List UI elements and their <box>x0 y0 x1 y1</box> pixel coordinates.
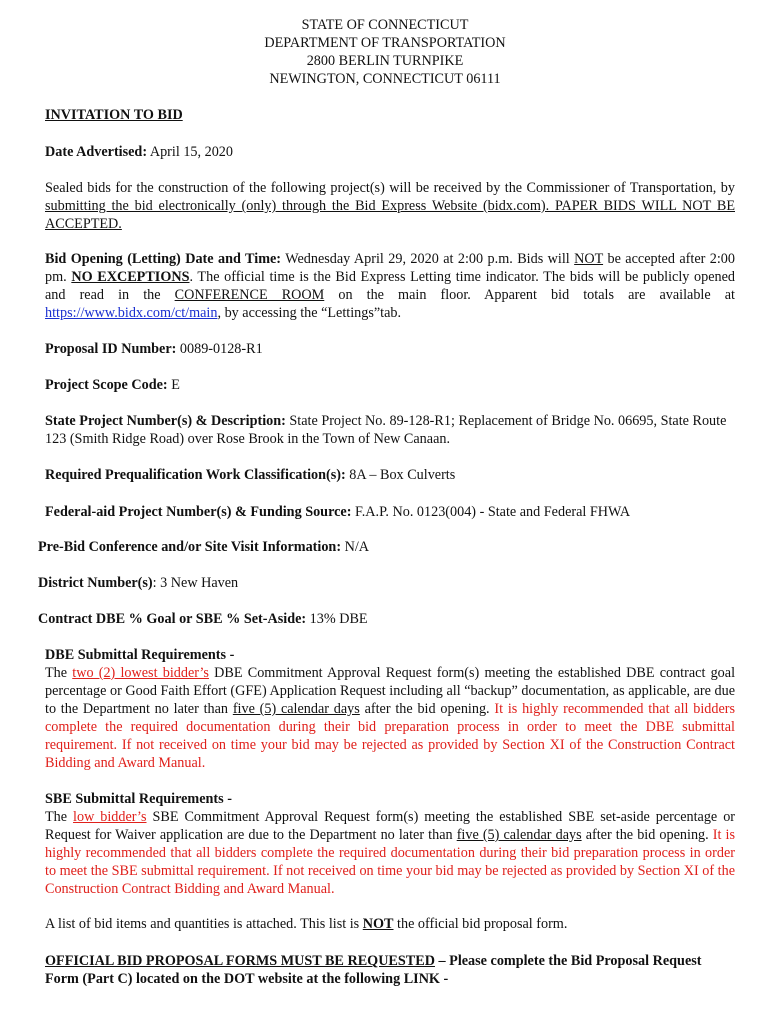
bid-items-text2: the official bid proposal form. <box>393 916 568 932</box>
dbe-recommendation: It is highly recommended that all bidders complete the required documentation during their bid preparation process in order to meet the DBE submittal requirement. If not received on time your bid may be rejected as provided by Section XI of the Construction Contract Bidding and Award Manual. <box>45 701 736 771</box>
prequal-value: 8A – Box Culverts <box>345 467 456 483</box>
sbe-bidder-link: low bidder’s <box>73 809 147 825</box>
bid-items-note <box>45 915 735 933</box>
official-forms-notice <box>45 952 735 988</box>
date-advertised-label: Date Advertised: <box>45 144 148 160</box>
header-department: DEPARTMENT OF TRANSPORTATION <box>264 35 506 51</box>
sbe-recommendation: It is highly recommended that all bidders complete the required documentation during their bid preparation process in order to meet the SBE submittal requirement. If not received on time your bid may be rejected as provided by Section XI of the Construction Contract Bidding and Award Manual. <box>45 827 735 897</box>
official-forms-text: – Please complete the Bid Proposal Request Form (Part C) located on the DOT website at the following LINK - <box>45 953 702 987</box>
proposal-id-value: 0089-0128-R1 <box>176 341 263 357</box>
sbe-text3: after the bid opening. <box>581 827 713 843</box>
bidx-link[interactable]: https://www.bidx.com/ct/main <box>45 305 218 321</box>
federal-aid-label: Federal-aid Project Number(s) & Funding Source: <box>45 504 352 520</box>
bid-opening-text3: . The official time is the Bid Express Letting time indicator. The bids will be publicly opened and read in the <box>45 269 735 303</box>
district-value: : 3 New Haven <box>152 575 239 591</box>
prebid-value: N/A <box>341 539 370 555</box>
title-text: INVITATION TO BID <box>45 107 183 123</box>
sealed-bids-paragraph <box>45 179 735 233</box>
state-project <box>45 412 735 448</box>
letterhead <box>0 16 770 88</box>
bid-items-text1: A list of bid items and quantities is attached. This list is <box>45 916 363 932</box>
district-label: District Number(s) <box>38 575 153 591</box>
pre-bid-conference <box>38 538 738 556</box>
bid-opening-text1: Wednesday April 29, 2020 at 2:00 p.m. Bids will <box>281 251 575 267</box>
sealed-bids-text: Sealed bids for the construction of the following project(s) will be received by the Commissioner of Transportation, by <box>45 180 735 196</box>
header-street: 2800 BERLIN TURNPIKE <box>306 53 464 69</box>
scope-code-label: Project Scope Code: <box>45 377 168 393</box>
bid-opening-not: NOT <box>574 251 604 267</box>
district-number <box>38 574 738 592</box>
bid-opening-text5: , by accessing the “Lettings”tab. <box>217 305 402 321</box>
sealed-bids-underlined: submitting the bid electronically (only) through the Bid Express Website (bidx.com). PAPER BIDS WILL NOT BE ACCEPTED. <box>45 198 735 232</box>
bid-opening-text2: be accepted after 2:00 pm. <box>45 251 735 285</box>
proposal-id <box>45 340 735 358</box>
sbe-calendar-days: five (5) calendar days <box>456 827 582 843</box>
dbe-text3: after the bid opening. <box>359 701 495 717</box>
prequal-label: Required Prequalification Work Classification(s): <box>45 467 346 483</box>
bid-items-not: NOT <box>362 916 394 932</box>
dbe-goal <box>38 610 738 628</box>
sbe-heading: SBE Submittal Requirements - <box>45 791 232 807</box>
header-state: STATE OF CONNECTICUT <box>301 17 469 33</box>
sbe-requirements <box>45 790 735 898</box>
dbe-heading: DBE Submittal Requirements - <box>45 647 235 663</box>
sbe-text2: SBE Commitment Approval Request form(s) meeting the established SBE set-aside percentage or Request for Waiver application are due to the Department no later than <box>45 809 736 843</box>
dbe-calendar-days: five (5) calendar days <box>232 701 360 717</box>
scope-code-value: E <box>167 377 180 393</box>
federal-aid-value: F.A.P. No. 0123(004) - State and Federal FHWA <box>351 504 631 520</box>
document-title <box>45 106 735 124</box>
dbe-bidders-link: two (2) lowest bidder’s <box>72 665 209 681</box>
federal-aid <box>45 503 735 521</box>
conference-room: CONFERENCE ROOM <box>174 287 325 303</box>
date-advertised <box>45 143 735 161</box>
prequalification <box>45 466 735 484</box>
header-city: NEWINGTON, CONNECTICUT 06111 <box>269 71 501 87</box>
no-exceptions: NO EXCEPTIONS <box>71 269 190 285</box>
proposal-id-label: Proposal ID Number: <box>45 341 177 357</box>
official-forms-underlined: OFFICIAL BID PROPOSAL FORMS MUST BE REQUESTED <box>45 953 435 969</box>
dbe-goal-label: Contract DBE % Goal or SBE % Set-Aside: <box>38 611 307 627</box>
dbe-requirements <box>45 646 735 772</box>
bid-opening-text4: on the main floor. Apparent bid totals are available at <box>324 287 735 303</box>
state-project-label: State Project Number(s) & Description: <box>45 413 286 429</box>
state-project-value: State Project No. 89-128-R1; Replacement of Bridge No. 06695, State Route 123 (Smith Ridge Road) over Rose Brook in the Town of New Canaan. <box>45 413 727 447</box>
dbe-text2: DBE Commitment Approval Request form(s) meeting the established DBE contract goal percentage or Good Faith Effort (GFE) Application Request including all “backup” documentation, as applicable, are due to the Department no later than <box>45 665 736 717</box>
dbe-goal-value: 13% DBE <box>306 611 368 627</box>
date-advertised-value: April 15, 2020 <box>147 144 233 160</box>
bid-opening-paragraph <box>45 250 735 322</box>
sbe-text1: The <box>45 809 74 825</box>
dbe-text1: The <box>45 665 73 681</box>
bid-opening-label: Bid Opening (Letting) Date and Time: <box>45 251 282 267</box>
project-scope-code <box>45 376 735 394</box>
prebid-label: Pre-Bid Conference and/or Site Visit Information: <box>38 539 342 555</box>
